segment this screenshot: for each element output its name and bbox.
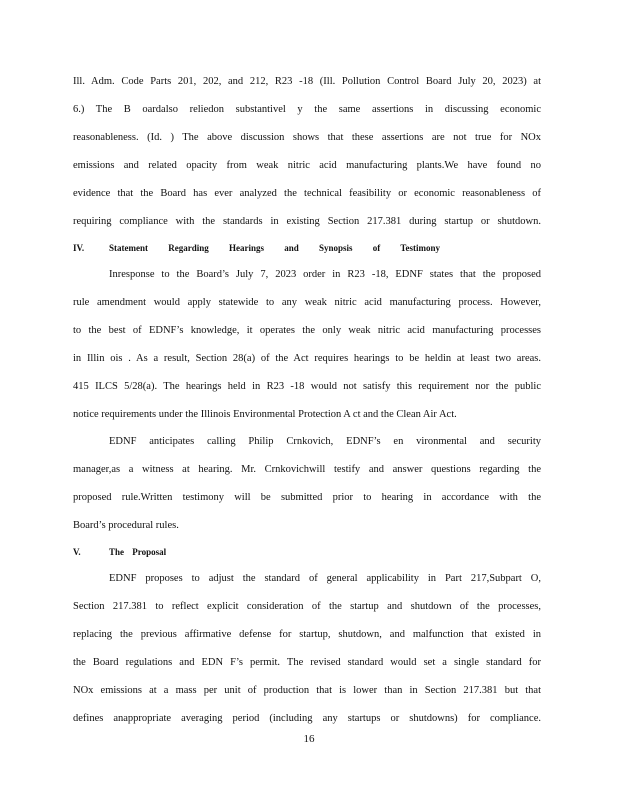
text-line: Inresponse to the Board’s July 7, 2023 order in R23 -18, EDNF states that the proposed	[109, 269, 541, 280]
page-number: 16	[303, 733, 315, 745]
text-line: reasonableness. (Id. ) The above discussion shows that these assertions are not true for NOx	[73, 132, 541, 143]
text-line: defines anappropriate averaging period (including any startups or shutdowns) for compliance.	[73, 713, 541, 724]
text-line: the Board regulations and EDN F’s permit. The revised standard would set a single standard for	[73, 657, 541, 668]
text-line: NOx emissions at a mass per unit of production that is lower than in Section 217.381 but that	[73, 685, 541, 696]
text-line: EDNF anticipates calling Philip Crnkovich, EDNF’s en vironmental and security	[109, 436, 541, 447]
text-line: replacing the previous affirmative defense for startup, shutdown, and malfunction that existed in	[73, 629, 541, 640]
text-line: Ill. Adm. Code Parts 201, 202, and 212, R23 -18 (Ill. Pollution Control Board July 20, 2023) at	[73, 76, 541, 87]
text-line: rule amendment would apply statewide to any weak nitric acid manufacturing process. However,	[73, 297, 541, 308]
section-number: V.	[73, 547, 81, 557]
text-line: manager,as a witness at hearing. Mr. Crnkovichwill testify and answer questions regarding the	[73, 464, 541, 475]
text-line: Section 217.381 to reflect explicit consideration of the startup and shutdown of the processes,	[73, 601, 541, 612]
text-line: evidence that the Board has ever analyzed the technical feasibility or economic reasonableness of	[73, 188, 541, 199]
text-line: to the best of EDNF’s knowledge, it operates the only weak nitric acid manufacturing processes	[73, 325, 541, 336]
text-line: EDNF proposes to adjust the standard of general applicability in Part 217,Subpart O,	[109, 573, 541, 584]
text-line: in Illin ois . As a result, Section 28(a) of the Act requires hearings to be heldin at least two areas.	[73, 353, 541, 364]
section-heading-iv	[73, 242, 440, 254]
text-line: proposed rule.Written testimony will be submitted prior to hearing in accordance with the	[73, 492, 541, 503]
section-number: IV.	[73, 243, 85, 253]
text-line: Board’s procedural rules.	[73, 520, 179, 531]
section-heading-v	[73, 546, 166, 558]
text-line: requiring compliance with the standards in existing Section 217.381 during startup or shutdown.	[73, 216, 541, 227]
section-title: The Proposal	[109, 547, 167, 557]
text-line: emissions and related opacity from weak nitric acid manufacturing plants.We have found no	[73, 160, 541, 171]
text-line: notice requirements under the Illinois Environmental Protection A ct and the Clean Air Act.	[73, 409, 457, 420]
text-line: 415 ILCS 5/28(a). The hearings held in R23 -18 would not satisfy this requirement nor the public	[73, 381, 541, 392]
section-title: Statement Regarding Hearings and Synopsis of Testimony	[109, 243, 441, 253]
text-line: 6.) The B oardalso reliedon substantivel y the same assertions in discussing economic	[73, 104, 541, 115]
